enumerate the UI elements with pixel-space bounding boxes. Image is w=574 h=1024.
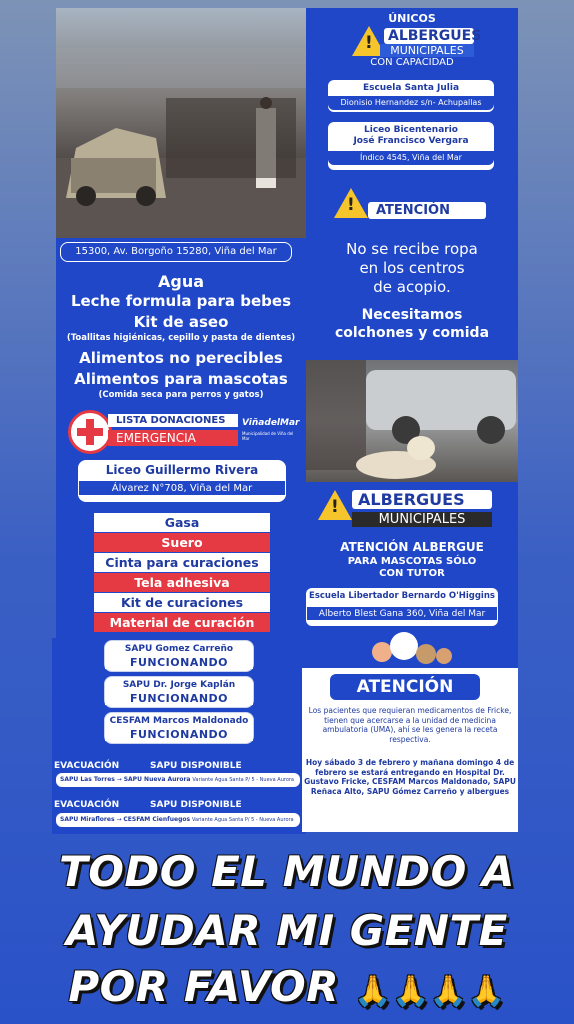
caption-line-1: TODO EL MUNDO A (59, 847, 515, 896)
warning-icon: ! (352, 26, 386, 56)
shelter-liceo-bicentenario (328, 122, 494, 170)
donation-item: Agua (157, 272, 205, 291)
medicamentos-paragraph: Los pacientes que requieran medicamentos de Fricke, tienen que acercarse a la unidad de medicina ambulatoria (UMA), ahí se les genera la receta respectiva. (308, 706, 512, 744)
sapu-name: SAPU Gomez Carreño (124, 644, 234, 654)
warning-icon: ! (334, 188, 368, 218)
medical-item: Cinta para curaciones (94, 553, 270, 572)
atencion-albergue: ATENCIÓN ALBERGUE (340, 540, 484, 554)
place-name: Liceo Guillermo Rivera (105, 463, 259, 477)
escuela-ohiggins (306, 588, 498, 626)
shelter-name: Liceo Bicentenario José Francisco Vergara (353, 125, 469, 146)
route-to: SAPU Nueva Aurora (123, 776, 191, 783)
place-name: Escuela Libertador Bernardo O'Higgins (309, 591, 495, 601)
caption-text: POR FAVOR (68, 962, 340, 1011)
albergues-heading: ALBERGUES (384, 28, 474, 44)
sapu-jorge-kaplan (104, 676, 254, 708)
route-from: SAPU Miraflores (60, 816, 115, 823)
municipales-label: MUNICIPALES (380, 44, 474, 57)
medical-item: Tela adhesiva (94, 573, 270, 592)
place-address: Alberto Blest Gana 360, Viña del Mar (306, 606, 498, 621)
top-left-address: 15300, Av. Borgoño 15280, Viña del Mar (60, 242, 292, 262)
evacuacion-label: EVACUACIÓN (54, 761, 120, 771)
red-cross-icon (68, 410, 112, 454)
lista-donaciones: LISTA DONACIONES (108, 414, 238, 427)
pets-illustration (368, 628, 452, 668)
burned-car-illustration (56, 8, 306, 238)
albergues-heading: ALBERGUES (352, 490, 492, 509)
necesitamos-text: Necesitamos colchones y comida (334, 307, 490, 341)
sapu-disponible-label: SAPU DISPONIBLE (150, 761, 242, 771)
dog-illustration (306, 360, 518, 482)
vina-del-mar-logo: ViñadelMar (242, 418, 300, 428)
sapu-status: FUNCIONANDO (105, 656, 253, 669)
evacuation-route (56, 773, 300, 787)
municipales-label: MUNICIPALES (352, 512, 492, 527)
con-capacidad-label: CON CAPACIDAD (370, 57, 454, 68)
sapu-status: FUNCIONANDO (105, 728, 253, 741)
entrega-paragraph: Hoy sábado 3 de febrero y mañana domingo 4 de febrero se estará entregando en Hospital Dr. Gustavo Fricke, CESFAM Marcos Maldonado, SAPU Reñaca Alto, SAPU Gómez Carreño y albergues (304, 758, 516, 796)
medical-item: Suero (94, 533, 270, 552)
shelter-name: Escuela Santa Julia (362, 83, 460, 93)
liceo-guillermo-rivera (78, 460, 286, 502)
fire-damage-photo (56, 8, 306, 238)
caption-line-2: AYUDAR MI GENTE (66, 906, 508, 955)
route-to: CESFAM Cienfuegos (123, 816, 191, 823)
sapu-status: FUNCIONANDO (105, 692, 253, 705)
donation-item: Leche formula para bebes (70, 292, 292, 310)
shelter-address: Índico 4545, Viña del Mar (328, 151, 494, 165)
no-ropa-text: No se recibe ropa en los centros de acopio. (346, 240, 478, 296)
cesfam-marcos-maldonado (104, 712, 254, 744)
atencion-medicamentos-title: ATENCIÓN (330, 674, 480, 700)
unicos-label: ÚNICOS (388, 12, 436, 25)
shelter-address: Dionisio Hernandez s/n- Achupallas (328, 96, 494, 110)
arrow-right-icon: → (116, 776, 122, 783)
mascotas-sub: PARA MASCOTAS SÓLO CON TUTOR (347, 556, 477, 579)
medical-item: Gasa (94, 513, 270, 532)
route-detail: Variante Agua Santa P/ 5 - Nueva Aurora (192, 817, 294, 823)
sapu-name: SAPU Dr. Jorge Kaplán (122, 680, 236, 690)
brand-sub: Municipalidad de Viña del Mar (242, 431, 294, 441)
emergencia-label: EMERGENCIA (108, 430, 238, 446)
warning-icon: ! (318, 490, 352, 520)
arrow-right-icon: → (116, 816, 122, 823)
medical-item: Material de curación (94, 613, 270, 632)
medical-item: Kit de curaciones (94, 593, 270, 612)
donation-item: Kit de aseo (133, 313, 229, 331)
sapu-name: CESFAM Marcos Maldonado (109, 716, 249, 726)
route-from: SAPU Las Torres (60, 776, 115, 783)
food-note: (Comida seca para perros y gatos) (98, 390, 264, 400)
dog-photo (306, 360, 518, 482)
evacuation-route (56, 813, 300, 827)
route-detail: Variante Agua Santa P/ 5 - Nueva Aurora (192, 777, 294, 783)
kit-note: (Toallitas higiénicas, cepillo y pasta de dientes) (66, 333, 296, 343)
shelter-santa-julia (328, 80, 494, 112)
caption-line-3 (0, 962, 574, 1011)
atencion-heading: ATENCIÓN (368, 202, 486, 219)
donation-item: Alimentos para mascotas (74, 370, 288, 388)
donation-item: Alimentos no perecibles (79, 349, 283, 367)
sapu-disponible-label: SAPU DISPONIBLE (150, 800, 242, 810)
place-address: Álvarez N°708, Viña del Mar (78, 480, 286, 496)
sapu-gomez-carreno (104, 640, 254, 672)
praying-hands-icon: 🙏🙏🙏🙏 (354, 974, 506, 1009)
evacuacion-label: EVACUACIÓN (54, 800, 120, 810)
